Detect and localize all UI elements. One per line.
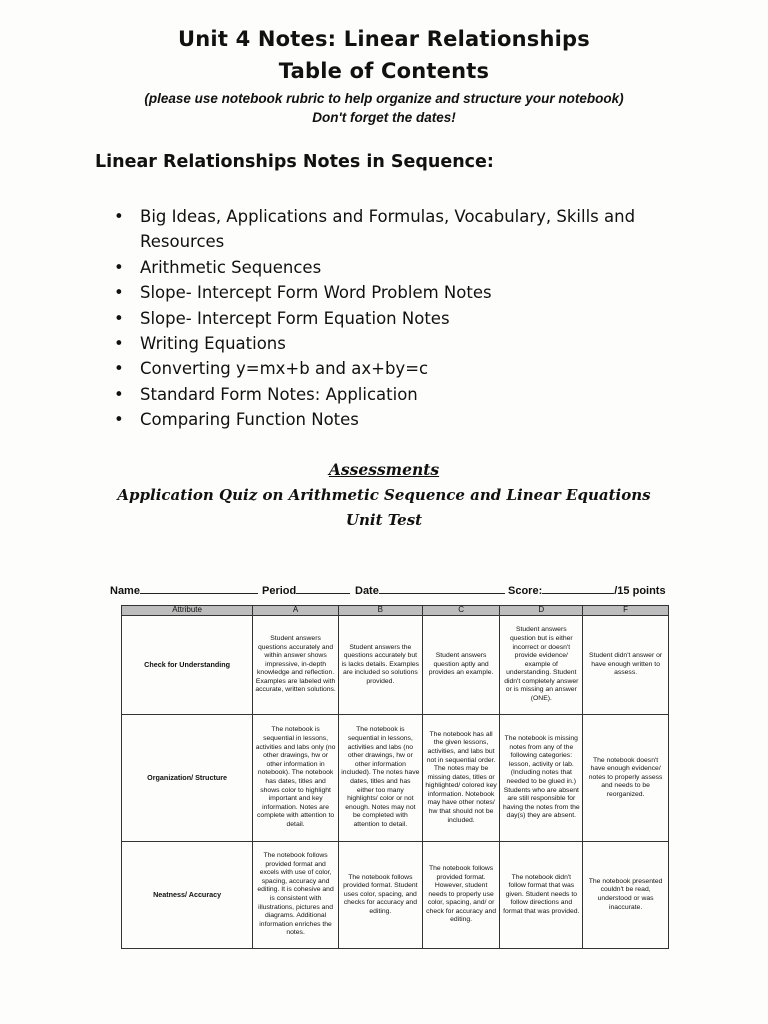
table-row [122,616,669,715]
list-item-text: Writing Equations [140,334,286,354]
table-cell: Student answers the questions accurately but is lacks details. Examples are included so solutions provided. [338,616,422,715]
date-label: Date [355,585,379,597]
table-cell: The notebook presented couldn't be read, understood or was inaccurate. [583,842,669,949]
score-line [542,583,614,594]
list-item [114,356,704,381]
table-cell: Student answers questions accurately and within answer shows impressive, in-depth knowledge and reflection. Examples are labeled with accurate, written solutions. [253,616,339,715]
column-header: A [253,606,339,616]
table-cell: The notebook follows provided format. However, student needs to properly use color, spacing, and/ or check for accuracy and editing. [422,842,500,949]
table-cell: The notebook is sequential in lessons, activities and labs (no other drawings, hw or other information included). The notes have dates, titles and has either too many highlights/ color or not enough. Notes may not be completed with attention to detail. [338,715,422,842]
bullet-icon: • [114,283,124,303]
list-item-text: Slope- Intercept Form Equation Notes [140,308,450,328]
notebook-rubric-table [121,605,669,949]
table-cell: The notebook doesn't have enough evidence/ notes to properly assess and needs to be reorganized. [583,715,669,842]
bullet-icon: • [114,308,124,328]
table-cell: The notebook follows provided format and excels with use of color, spacing, accuracy and editing. It is cohesive and is consistent with illustrations, pictures and diagrams. Additional information enriches the notes. [253,842,339,949]
list-item-text: Comparing Function Notes [140,410,359,430]
score-label: Score: [508,585,543,597]
reminder-text: Don't forget the dates! [312,110,456,125]
period-line [296,583,350,594]
name-line [140,583,258,594]
column-header: C [422,606,500,616]
list-item-text: Standard Form Notes: Application [140,384,418,404]
period-label: Period [262,585,297,597]
table-cell: Student answers question but is either incorrect or doesn't provide evidence/ example of understanding. Student didn't completely answer or is missing an answer (ONE). [500,616,583,715]
table-cell: Student didn't answer or have enough written to assess. [583,616,669,715]
assessments-heading: Assessments [328,460,440,479]
column-header: Attribute [122,606,253,616]
list-item [114,280,704,305]
table-cell: Student answers question aptly and provides an example. [422,616,500,715]
attribute-cell: Organization/ Structure [122,715,253,842]
column-header: B [338,606,422,616]
table-row [122,715,669,842]
table-cell: The notebook follows provided format. Student uses color, spacing, and checks for accuracy and editing. [338,842,422,949]
list-item-text: Converting y=mx+b and ax+by=c [140,359,429,379]
bullet-icon: • [114,207,124,226]
bullet-icon: • [114,257,124,277]
notes-list [114,204,704,433]
table-cell: The notebook is missing notes from any of the following categories: lesson, activity or lab. (Including notes that needed to be glued in.) Students who are absent are still responsible for having the notes from the day(s) they are absent. [500,715,583,842]
attribute-cell: Check for Understanding [122,616,253,715]
period-field [262,583,350,597]
date-field [355,583,505,597]
quiz-title: Application Quiz on Arithmetic Sequence and Linear Equations [117,486,651,504]
list-item [114,331,704,356]
bullet-icon: • [114,410,124,430]
list-item [114,382,704,407]
list-item [114,255,704,280]
list-item-text: Big Ideas, Applications and Formulas, Vocabulary, Skills and Resources [140,207,636,252]
attribute-cell: Neatness/ Accuracy [122,842,253,949]
column-header: F [583,606,669,616]
name-label: Name [110,585,140,597]
score-field [508,583,666,597]
bullet-icon: • [114,384,124,404]
notes-section-heading: Linear Relationships Notes in Sequence: [95,152,494,172]
name-field [110,583,258,597]
page-title: Unit 4 Notes: Linear Relationships [178,27,590,51]
column-header: D [500,606,583,616]
table-row [122,842,669,949]
table-cell: The notebook has all the given lessons, activities, and labs but not in sequential order. The notes may be missing dates, titles or highlighted/ colored key information. Notebook may have other notes/ hw that should not be included. [422,715,500,842]
date-line [379,583,505,594]
points-label: /15 points [614,585,666,597]
table-cell: The notebook is sequential in lessons, activities and labs only (no other drawings, hw or other information in notebook). The notebook has dates, titles and shows color to highlight important and key information. Notes are complete with attention to detail. [253,715,339,842]
bullet-icon: • [114,334,124,354]
instruction-text: (please use notebook rubric to help organize and structure your notebook) [144,91,624,106]
list-item [114,306,704,331]
list-item-text: Slope- Intercept Form Word Problem Notes [140,283,492,303]
bullet-icon: • [114,359,124,379]
page-subtitle: Table of Contents [278,59,490,83]
table-cell: The notebook didn't follow format that was given. Student needs to follow directions and format that was provided. [500,842,583,949]
list-item-text: Arithmetic Sequences [140,257,322,277]
unit-test-title: Unit Test [345,511,423,529]
table-header-row [122,606,669,616]
list-item [114,407,704,432]
list-item [114,204,704,255]
